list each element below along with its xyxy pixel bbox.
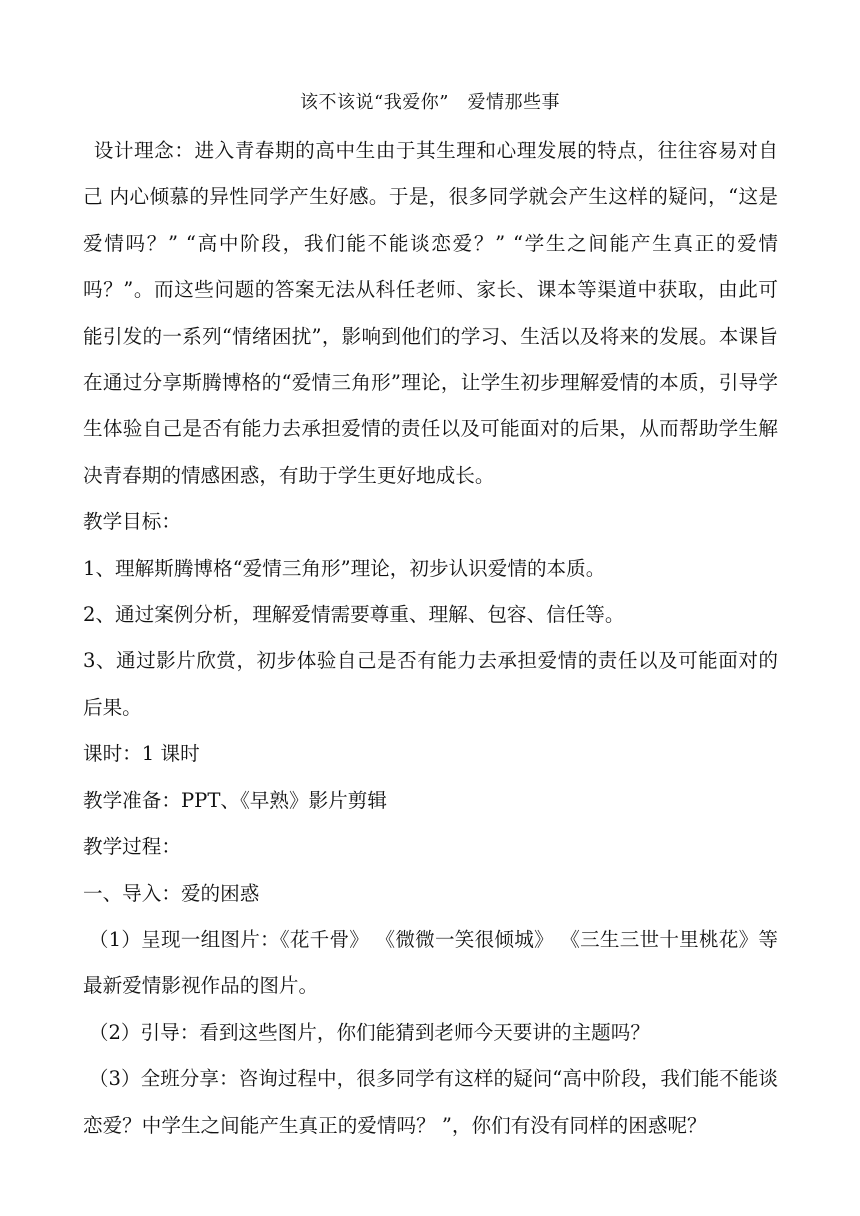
design-concept-paragraph: 设计理念：进入青春期的高中生由于其生理和心理发展的特点，往往容易对自己 内心倾慕的异性同学产生好感。于是，很多同学就会产生这样的疑问，“这是爱情吗？” “高中阶段，我们能不能谈恋爱？” “学生之间能产生真正的爱情吗？”。而这些问题的答案无法从科任老师、家长、课本等渠道中获取，由此可能引发的一系列“情绪困扰”，影响到他们的学习、生活以及将来的发展。本课旨在通过分享斯腾博格的“爱情三角形”理论，让学生初步理解爱情的本质，引导学生体验自己是否有能力去承担爱情的责任以及可能面对的后果，从而帮助学生解决青春期的情感困惑，有助于学生更好地成长。 (83, 139, 778, 487)
step-2: （2）引导：看到这些图片，你们能猜到老师今天要讲的主题吗？ (88, 1020, 650, 1044)
section-heading-intro: 一、导入：爱的困惑 (83, 881, 260, 905)
class-hours: 课时：1 课时 (83, 742, 200, 766)
goal-item-2: 2、通过案例分析，理解爱情需要尊重、理解、包容、信任等。 (83, 603, 625, 627)
goal-item-1: 1、理解斯腾博格“爱情三角形”理论，初步认识爱情的本质。 (83, 556, 606, 580)
step-1: （1）呈现一组图片：《花千骨》 《微微一笑很倾城》 《三生三世十里桃花》等最新爱情影视作品的图片。 (83, 927, 778, 998)
teaching-preparation: 教学准备：PPT、《早熟》影片剪辑 (83, 788, 387, 812)
document-title: 该不该说“我爱你” 爱情那些事 (300, 92, 560, 113)
goal-item-3: 3、通过影片欣赏，初步体验自己是否有能力去承担爱情的责任以及可能面对的后果。 (83, 649, 778, 719)
document-body (83, 128, 778, 1149)
step-3: （3）全班分享：咨询过程中，很多同学有这样的疑问“高中阶段，我们能不能谈恋爱？中学生之间能产生真正的爱情吗？ ”，你们有没有同样的困惑呢？ (83, 1067, 778, 1137)
teaching-goals-heading: 教学目标： (83, 510, 181, 534)
teaching-process-heading: 教学过程： (83, 835, 181, 859)
